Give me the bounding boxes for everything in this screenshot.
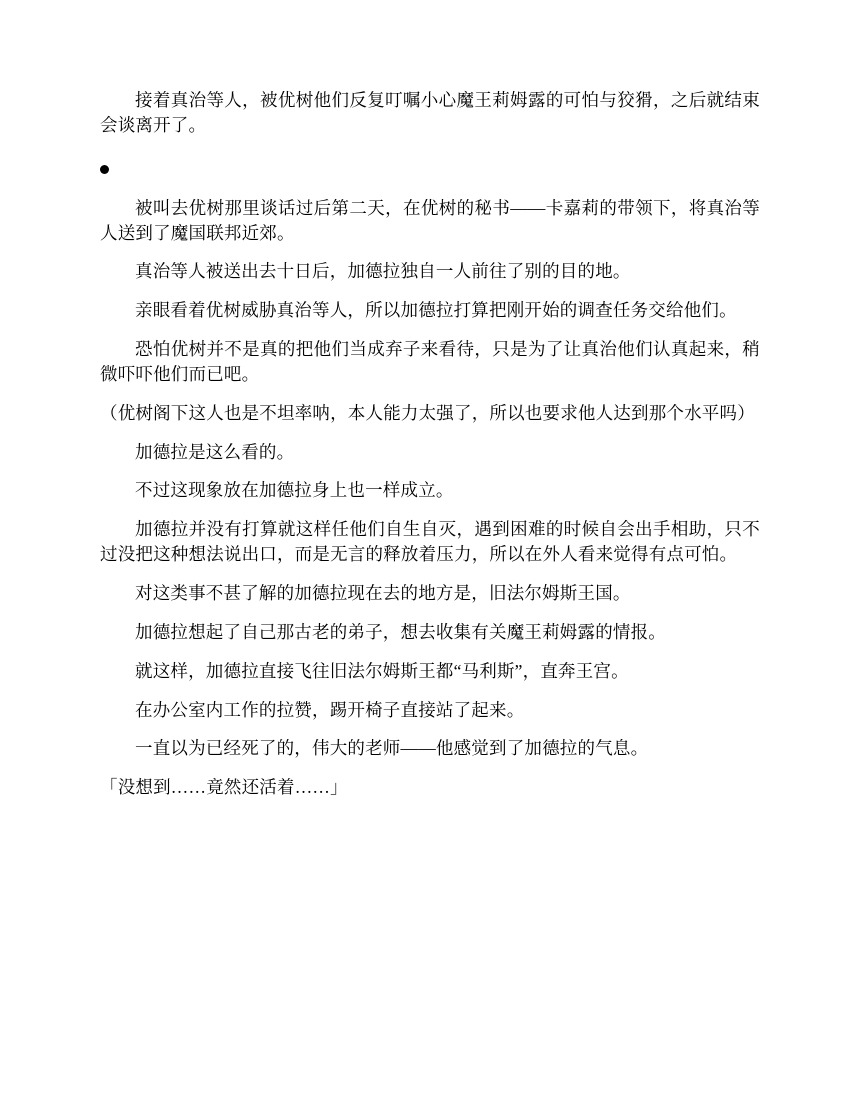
paragraph: 在办公室内工作的拉赞，踢开椅子直接站了起来。 — [135, 699, 525, 720]
bullet-point-icon — [100, 165, 109, 174]
bullet-list-item — [100, 156, 760, 182]
document-body — [100, 88, 760, 800]
paragraph: 加德拉想起了自己那古老的弟子，想去收集有关魔王莉姆露的情报。 — [135, 621, 666, 642]
paragraph: 加德拉是这么看的。 — [135, 441, 295, 462]
paragraph: 一直以为已经死了的，伟大的老师——他感觉到了加德拉的气息。 — [135, 738, 649, 759]
paragraph: 「没想到……竟然还活着……」 — [100, 777, 348, 798]
paragraph: 被叫去优树那里谈话过后第二天，在优树的秘书——卡嘉莉的带领下，将真治等人送到了魔国联邦近郊。 — [100, 197, 760, 243]
paragraph: 接着真治等人，被优树他们反复叮嘱小心魔王莉姆露的可怕与狡猾，之后就结束会谈离开了。 — [100, 90, 760, 135]
paragraph: 就这样，加德拉直接飞往旧法尔姆斯王都“马利斯”，直奔王宫。 — [135, 660, 629, 681]
paragraph: 不过这现象放在加德拉身上也一样成立。 — [135, 480, 454, 501]
paragraph: 亲眼看着优树威胁真治等人，所以加德拉打算把刚开始的调查任务交给他们。 — [135, 300, 737, 321]
paragraph: （优树阁下这人也是不坦率呐，本人能力太强了，所以也要求他人达到那个水平吗） — [100, 402, 755, 423]
paragraph: 恐怕优树并不是真的把他们当成弃子来看待，只是为了让真治他们认真起来，稍微吓吓他们而已吧。 — [100, 339, 760, 384]
paragraph: 真治等人被送出去十日后，加德拉独自一人前往了别的目的地。 — [135, 261, 631, 282]
paragraph: 加德拉并没有打算就这样任他们自生自灭，遇到困难的时候自会出手相助，只不过没把这种想法说出口，而是无言的释放着压力，所以在外人看来觉得有点可怕。 — [100, 519, 760, 565]
paragraph: 对这类事不甚了解的加德拉现在去的地方是，旧法尔姆斯王国。 — [135, 582, 631, 603]
